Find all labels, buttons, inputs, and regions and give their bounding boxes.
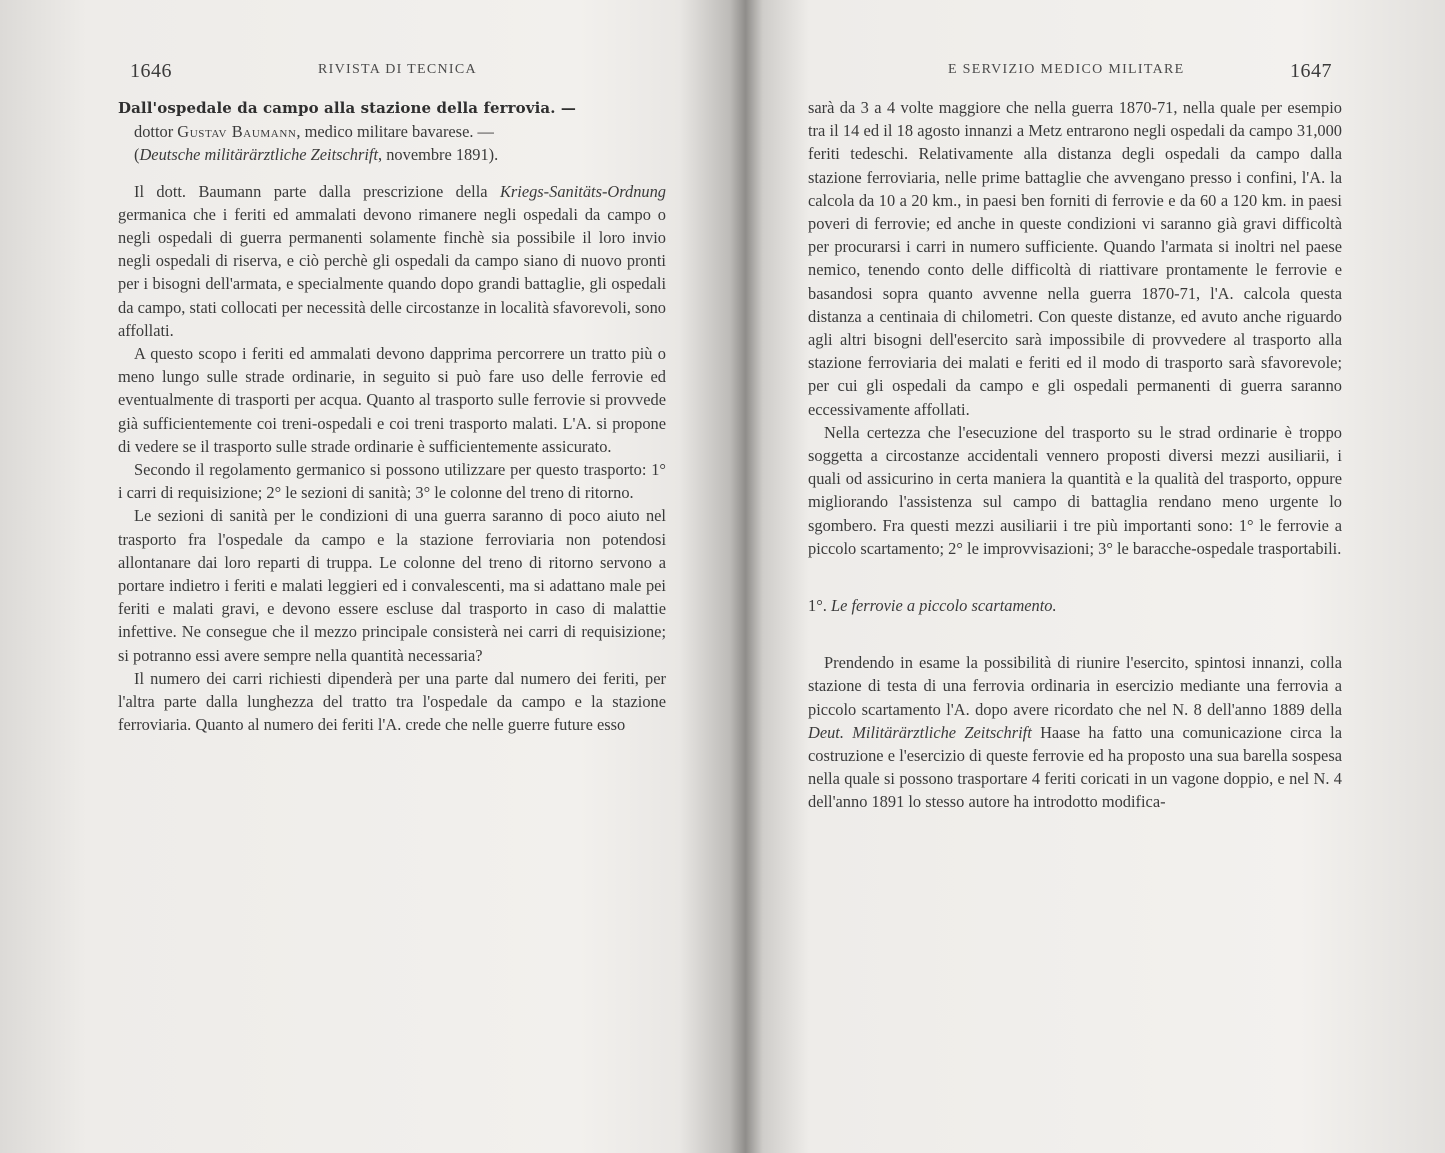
byline-prefix: dottor	[134, 122, 174, 142]
right-page-number: 1647	[1290, 60, 1332, 82]
source-title: Deutsche militärärztliche Zeitschrift	[139, 145, 379, 165]
section-number: 1°.	[808, 596, 827, 616]
article-title-text: Dall'ospedale da campo alla stazione della ferrovia. —	[118, 99, 576, 117]
paragraph-text: Il dott. Baumann parte dalla prescrizione della	[134, 181, 500, 201]
left-text-block	[118, 96, 666, 736]
source-rest: , novembre 1891).	[378, 145, 499, 165]
right-running-head: E SERVIZIO MEDICO MILITARE	[948, 62, 1185, 77]
left-running-head: RIVISTA DI TECNICA	[318, 62, 477, 77]
left-paragraph-5: Il numero dei carri richiesti dipenderà per una parte dal numero dei feriti, per l'altra parte dalla lunghezza del tratto tra l'ospedale da campo e la stazione ferroviaria. Quanto al numero dei feriti l'A. crede che nelle guerre future esso	[118, 668, 666, 735]
source-open: (	[134, 145, 140, 165]
left-paragraph-3: Secondo il regolamento germanico si possono utilizzare per questo trasporto: 1° i carri di requisizione; 2° le sezioni di sanità; 3° le colonne del treno di ritorno.	[118, 460, 666, 503]
article-source	[118, 143, 666, 166]
paragraph-text: Prendendo in esame la possibilità di riunire l'esercito, spintosi innanzi, colla stazione di testa di una ferrovia ordinaria in esercizio mediante una ferrovia a piccolo scartamento l'A. dopo avere ricordato che nel N. 8 dell'anno 1889 della	[808, 653, 1342, 719]
left-paragraph-4: Le sezioni di sanità per le condizioni di una guerra saranno di poco aiuto nel trasporto fra l'ospedale da campo e la stazione ferroviaria non potendosi allontanare dai loro reparti di truppa. Le colonne del treno di ritorno servono a portare indietro i feriti e malati leggieri ed i convalescenti, ma si adattano male pei feriti e malati gravi, e devono essere escluse dal trasporto in caso di malattie infettive. Ne consegue che il mezzo principale consisterà nei carri di requisizione; si potranno essi avere sempre nella quantità necessaria?	[118, 506, 666, 665]
right-paragraph-2: Nella certezza che l'esecuzione del trasporto su le strad ordinarie è troppo soggetta a circostanze accidentali vennero proposti diversi mezzi ausiliarii, i quali od assicurino in certa maniera la quantità e la qualità del trasporto, oppure migliorando l'assistenza sul campo di battaglia rendano meno urgente lo sgombero. Fra questi mezzi ausiliarii i tre più importanti sono: 1° le ferrovie a piccolo scartamento; 2° le improvvisazioni; 3° le baracche-ospedale trasportabili.	[808, 422, 1342, 558]
right-page	[722, 0, 1445, 1153]
regulation-title: Kriegs-Sanitäts-Ordnung	[499, 181, 666, 201]
left-paragraph-2: A questo scopo i feriti ed ammalati devono dapprima percorrere un tratto più o meno lungo sulle strade ordinarie, in seguito si può fare uso delle ferrovie ed eventualmente di trasporti per acqua. Quanto al trasporto sulle ferrovie si provvede già sufficientemente coi treni-ospedali e coi treni trasporto malati. L'A. si propone di vedere se il trasporto sulle strade ordinarie è sufficientemente assicurato.	[118, 344, 666, 456]
byline-suffix: , medico militare bavarese. —	[296, 122, 494, 142]
journal-title: Deut. Militärärztliche Zeitschrift	[808, 722, 1032, 742]
left-paragraph-1	[118, 180, 666, 342]
article-title	[118, 96, 666, 120]
left-page	[0, 0, 722, 1153]
right-paragraph-3	[808, 651, 1342, 813]
left-page-number: 1646	[130, 60, 172, 82]
right-text-block	[808, 96, 1342, 814]
section-heading	[808, 594, 1342, 617]
section-title: Le ferrovie a piccolo scartamento.	[830, 596, 1057, 616]
paragraph-text: germanica che i feriti ed ammalati devono rimanere negli ospedali da campo o negli ospedali di guerra permanenti solamente finchè sia possibile il loro invio negli ospedali di riserva, e ciò perchè gli ospedali da campo siano di nuovo pronti per i bisogni dell'armata, e specialmente quando dopo grandi battaglie, gli ospedali da campo, stati collocati per necessità delle circostanze in località sfavorevoli, sono affollati.	[118, 204, 666, 340]
article-byline	[118, 120, 666, 143]
right-paragraph-1: sarà da 3 a 4 volte maggiore che nella guerra 1870-71, nella quale per esempio tra il 14 ed il 18 agosto innanzi a Metz entrarono negli ospedali da campo 31,000 feriti tedeschi. Relativamente alla distanza degli ospedali da campo dalla stazione ferroviaria, nelle prime battaglie che avvengano presso i confini, l'A. la calcola da 10 a 20 km., in paesi ben forniti di ferrovie e da 60 a 120 km. in paesi poveri di ferrovie; ed anche in queste condizioni vi saranno già gravi difficoltà per procurarsi i carri in numero sufficiente. Quando l'armata si inoltri nel paese nemico, tenendo conto delle difficoltà di riattivare prontamente le ferrovie e basandosi sopra quanto avvenne nella guerra 1870-71, l'A. calcola questa distanza a centinaia di chilometri. Con queste distanze, ed avuto anche riguardo agli altri bisogni dell'esercito sarà impossibile di provvedere al trasporto alla stazione ferroviaria dei malati e feriti ed il modo di trasporto sarà sfavorevole; per cui gli ospedali da campo e gli ospedali permanenti di guerra saranno eccessivamente affollati.	[808, 98, 1342, 419]
author-name: Gustav Baumann	[177, 122, 297, 142]
paragraph-text: Haase ha fatto una comunicazione circa la costruzione e l'esercizio di queste ferrovie ed ha proposto una sua barella sospesa nella quale si possono trasportare 4 feriti coricati in un vagone doppio, e nel N. 4 dell'anno 1891 lo stesso autore ha introdotto modifica-	[808, 722, 1342, 812]
